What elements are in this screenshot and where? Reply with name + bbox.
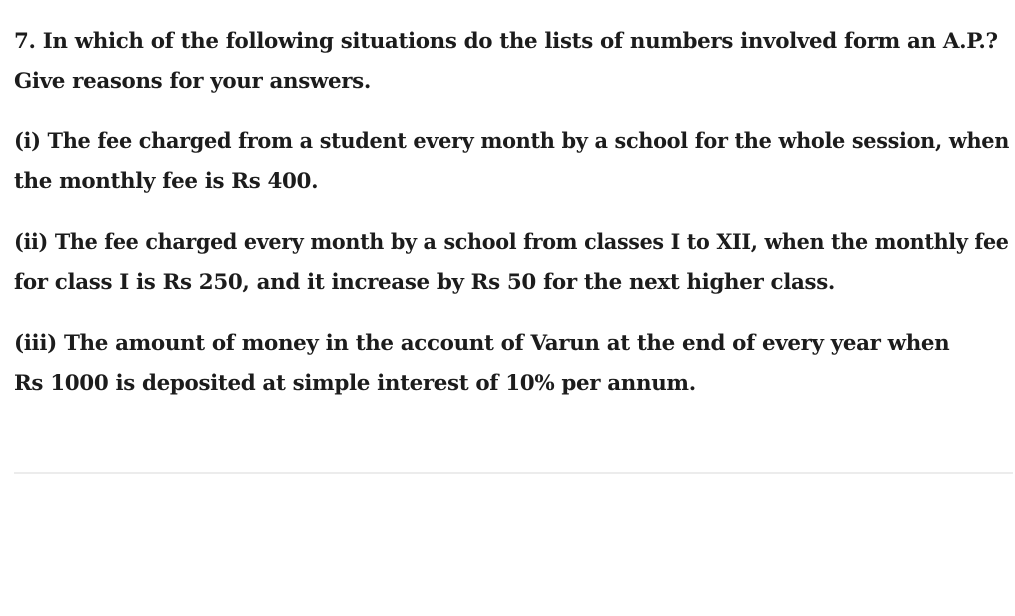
divider — [14, 472, 1013, 474]
question-line-2: Give reasons for your answers. — [14, 69, 371, 94]
part-ii-line-2: for class I is Rs 250, and it increase by Rs 50 for the next higher class. — [14, 270, 836, 295]
question-content — [14, 22, 1014, 404]
part-ii-line-1: (ii) The fee charged every month by a school from classes I to XII, when the monthly fee — [14, 230, 1009, 255]
part-i-line-1: (i) The fee charged from a student every month by a school for the whole session, when — [14, 129, 1010, 154]
part-iii-line-2: Rs 1000 is deposited at simple interest of 10% per annum. — [14, 371, 696, 396]
part-iii-text — [14, 324, 1014, 404]
question-line-1: 7. In which of the following situations do the lists of numbers involved form an A.P.? — [14, 29, 998, 54]
part-iii-line-1: (iii) The amount of money in the account of Varun at the end of every year when — [14, 331, 950, 356]
part-i-line-2: the monthly fee is Rs 400. — [14, 169, 319, 194]
part-i-text — [14, 122, 1014, 202]
question-text — [14, 22, 1014, 102]
part-ii-text — [14, 223, 1014, 303]
